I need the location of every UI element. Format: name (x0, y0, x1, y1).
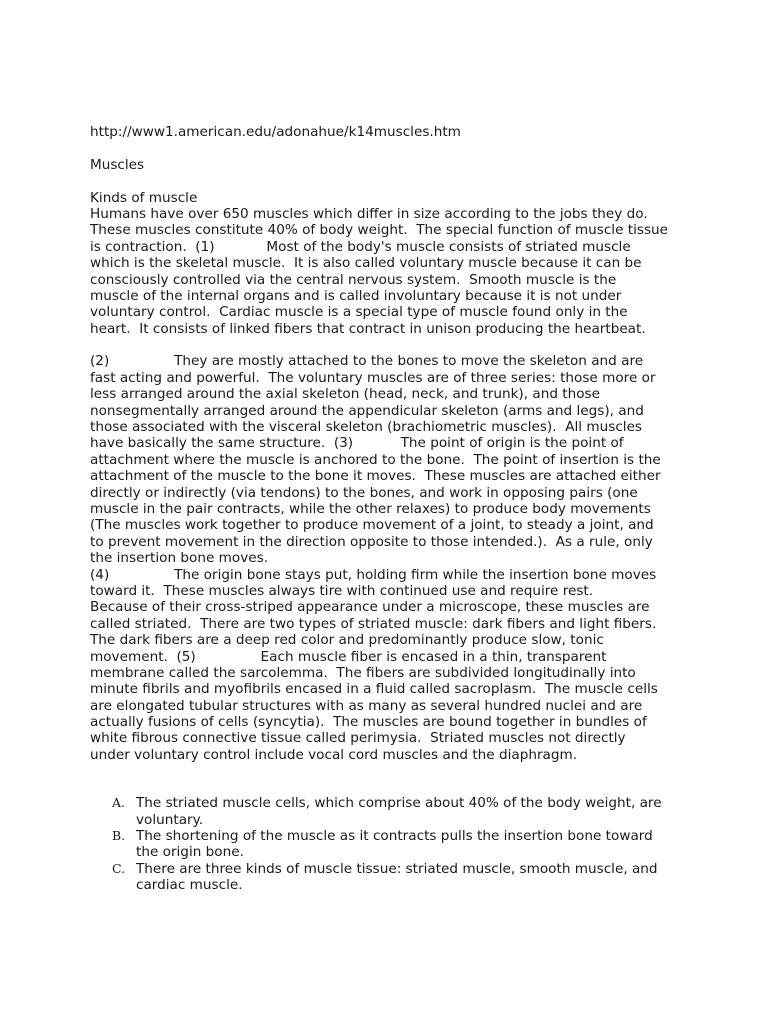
paragraph-line: (2) They are mostly attached to the bones to move the skeleton and are (90, 353, 644, 370)
paragraph-line: actually fusions of cells (syncytia). The muscles are bound together in bundles of (90, 714, 647, 731)
paragraph-line: minute fibrils and myofibrils encased in a fluid called sacroplasm. The muscle cells (90, 681, 658, 698)
paragraph-line: toward it. These muscles always tire with continued use and require rest. (90, 582, 594, 599)
paragraph-line: under voluntary control include vocal cord muscles and the diaphragm. (90, 746, 578, 763)
paragraph-2 (90, 353, 680, 763)
paragraph-line: less arranged around the axial skeleton (head, neck, and trunk), and those (90, 386, 600, 403)
paragraph-line: fast acting and powerful. The voluntary muscles are of three series: those more or (90, 369, 656, 386)
paragraph-line: (The muscles work together to produce movement of a joint, to steady a joint, and (90, 517, 654, 534)
list-item-line: There are three kinds of muscle tissue: striated muscle, smooth muscle, and (136, 860, 658, 877)
document-content (90, 124, 680, 894)
paragraph-line: are elongated tubular structures with as many as several hundred nuclei and are (90, 697, 643, 714)
paragraph-line: Because of their cross-striped appearance under a microscope, these muscles are (90, 599, 650, 616)
source-url: http://www1.american.edu/adonahue/k14muscles.htm (90, 124, 461, 140)
list-item-line: The striated muscle cells, which comprise about 40% of the body weight, are (136, 795, 662, 812)
paragraph-line: have basically the same structure. (3) The point of origin is the point of (90, 435, 624, 452)
paragraph-line: nonsegmentally arranged around the appendicular skeleton (arms and legs), and (90, 402, 644, 419)
paragraph-line: The dark fibers are a deep red color and predominantly produce slow, tonic (90, 632, 604, 649)
paragraph-line: movement. (5) Each muscle fiber is encased in a thin, transparent (90, 648, 607, 665)
answer-choices-list (112, 795, 680, 893)
list-item-line: cardiac muscle. (136, 877, 243, 894)
list-item-line: The shortening of the muscle as it contracts pulls the insertion bone toward (136, 828, 653, 845)
answer-choice-c (112, 861, 680, 894)
paragraph-line: is contraction. (1) Most of the body's muscle consists of striated muscle (90, 238, 631, 255)
list-marker: B. (112, 828, 126, 844)
paragraph-line: white fibrous connective tissue called perimysia. Striated muscles not directly (90, 730, 626, 747)
paragraph-line: those associated with the visceral skeleton (brachiometric muscles). All muscles (90, 419, 643, 436)
paragraph-line: heart. It consists of linked fibers that contract in unison producing the heartbeat. (90, 320, 646, 337)
document-title: Muscles (90, 156, 145, 173)
paragraph-line: which is the skeletal muscle. It is also called voluntary muscle because it can be (90, 255, 642, 272)
paragraph-line: These muscles constitute 40% of body weight. The special function of muscle tissue (90, 222, 669, 239)
paragraph-1 (90, 206, 680, 337)
list-marker: C. (112, 860, 126, 876)
list-item-line: the origin bone. (136, 844, 244, 861)
paragraph-line: directly or indirectly (via tendons) to the bones, and work in opposing pairs (one (90, 484, 638, 501)
paragraph-line: consciously controlled via the central nervous system. Smooth muscle is the (90, 271, 617, 288)
paragraph-line: (4) The origin bone stays put, holding firm while the insertion bone moves (90, 566, 657, 583)
list-item-line: voluntary. (136, 811, 204, 828)
paragraph-line: to prevent movement in the direction opposite to those intended.). As a rule, only (90, 533, 653, 550)
paragraph-line: attachment of the muscle to the bone it moves. These muscles are attached either (90, 468, 661, 485)
answer-choice-a (112, 795, 680, 828)
paragraph-line: Humans have over 650 muscles which differ in size according to the jobs they do. (90, 205, 648, 222)
answer-choice-b (112, 828, 680, 861)
paragraph-line: voluntary control. Cardiac muscle is a special type of muscle found only in the (90, 304, 628, 321)
section-heading: Kinds of muscle (90, 189, 198, 206)
paragraph-line: muscle of the internal organs and is called involuntary because it is not under (90, 287, 622, 304)
list-marker: A. (112, 795, 126, 811)
paragraph-line: the insertion bone moves. (90, 550, 269, 567)
paragraph-line: membrane called the sarcolemma. The fibers are subdivided longitudinally into (90, 664, 636, 681)
paragraph-line: muscle in the pair contracts, while the other relaxes) to produce body movements (90, 500, 651, 517)
paragraph-line: attachment where the muscle is anchored to the bone. The point of insertion is the (90, 451, 661, 468)
paragraph-line: called striated. There are two types of striated muscle: dark fibers and light fibers. (90, 615, 657, 632)
